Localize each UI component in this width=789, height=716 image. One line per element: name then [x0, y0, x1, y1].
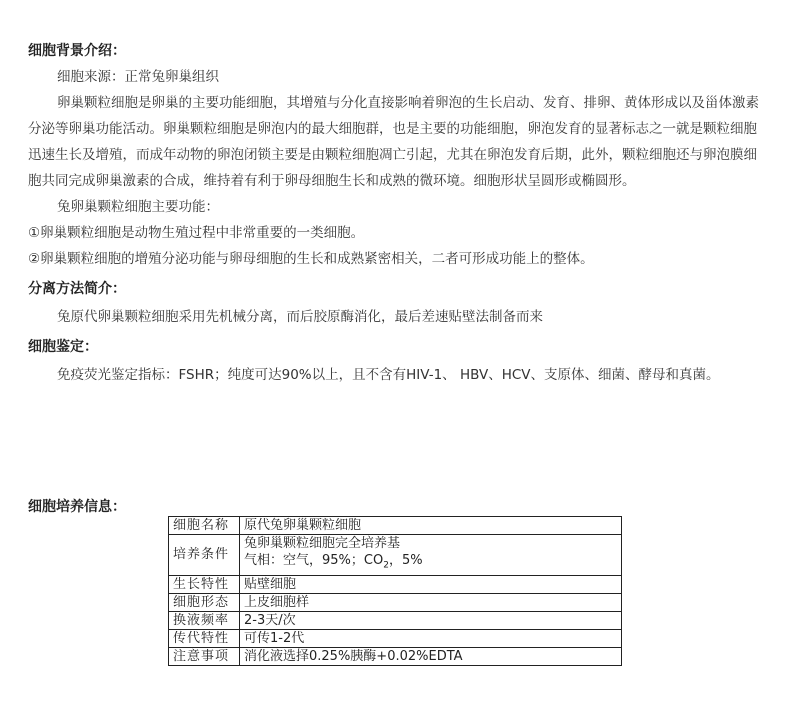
table-value: 贴壁细胞	[240, 575, 622, 593]
cell-source: 细胞来源：正常兔卵巢组织	[57, 69, 219, 85]
table-row	[169, 611, 622, 629]
gas-phase	[244, 552, 617, 575]
section-heading-background: 细胞背景介绍：	[28, 43, 126, 59]
table-row	[169, 517, 622, 535]
table-value: 消化液选择0.25%胰酶+0.02%EDTA	[240, 647, 622, 665]
gas-phase-suffix: ，5%	[388, 553, 423, 568]
table-row	[169, 629, 622, 647]
table-value	[240, 535, 622, 576]
table-row	[169, 593, 622, 611]
culture-medium: 兔卵巢颗粒细胞完全培养基	[244, 536, 401, 551]
table-key: 生长特性	[169, 575, 240, 593]
background-paragraph: 卵巢颗粒细胞是卵巢的主要功能细胞，其增殖与分化直接影响着卵泡的生长启动、发育、排卵、黄体形成以及甾体激素分泌等卵巢功能活动。卵巢颗粒细胞是卵泡内的最大细胞群，也是主要的功能细胞，卵泡发育的显著标志之一就是颗粒细胞迅速生长及增殖，而成年动物的卵泡闭锁主要是由颗粒细胞凋亡引起，尤其在卵泡发育后期，此外，颗粒细胞还与卵泡膜细胞共同完成卵巢激素的合成，维持着有利于卵母细胞生长和成熟的微环境。细胞形状呈圆形或椭圆形。	[28, 95, 759, 189]
function-item-2: ②卵巢颗粒细胞的增殖分泌功能与卵母细胞的生长和成熟紧密相关，二者可形成功能上的整体。	[28, 251, 594, 267]
isolation-text: 兔原代卵巢颗粒细胞采用先机械分离，而后胶原酶消化，最后差速贴壁法制备而来	[57, 309, 543, 325]
table-row	[169, 647, 622, 665]
section-heading-isolation: 分离方法简介：	[28, 281, 126, 297]
table-row	[169, 535, 622, 576]
function-title: 兔卵巢颗粒细胞主要功能：	[57, 199, 219, 215]
section-heading-identification: 细胞鉴定：	[28, 339, 98, 355]
gas-phase-subscript: 2	[383, 560, 389, 571]
identification-text: 免疫荧光鉴定指标：FSHR；纯度可达90%以上，且不含有HIV-1、 HBV、HCV、支原体、细菌、酵母和真菌。	[57, 367, 720, 383]
table-row	[169, 575, 622, 593]
section-heading-culture: 细胞培养信息：	[28, 499, 126, 515]
document-body	[28, 38, 766, 388]
gas-phase-prefix: 气相：空气，95%；CO	[244, 553, 384, 568]
table-key: 细胞形态	[169, 593, 240, 611]
table-key: 传代特性	[169, 629, 240, 647]
culture-info-table	[168, 516, 622, 666]
table-value: 原代兔卵巢颗粒细胞	[240, 517, 622, 535]
table-value: 上皮细胞样	[240, 593, 622, 611]
function-item-1: ①卵巢颗粒细胞是动物生殖过程中非常重要的一类细胞。	[28, 225, 365, 241]
table-key: 培养条件	[169, 535, 240, 576]
table-value: 2-3天/次	[240, 611, 622, 629]
table-value: 可传1-2代	[240, 629, 622, 647]
table-key: 细胞名称	[169, 517, 240, 535]
table-key: 注意事项	[169, 647, 240, 665]
table-key: 换液频率	[169, 611, 240, 629]
